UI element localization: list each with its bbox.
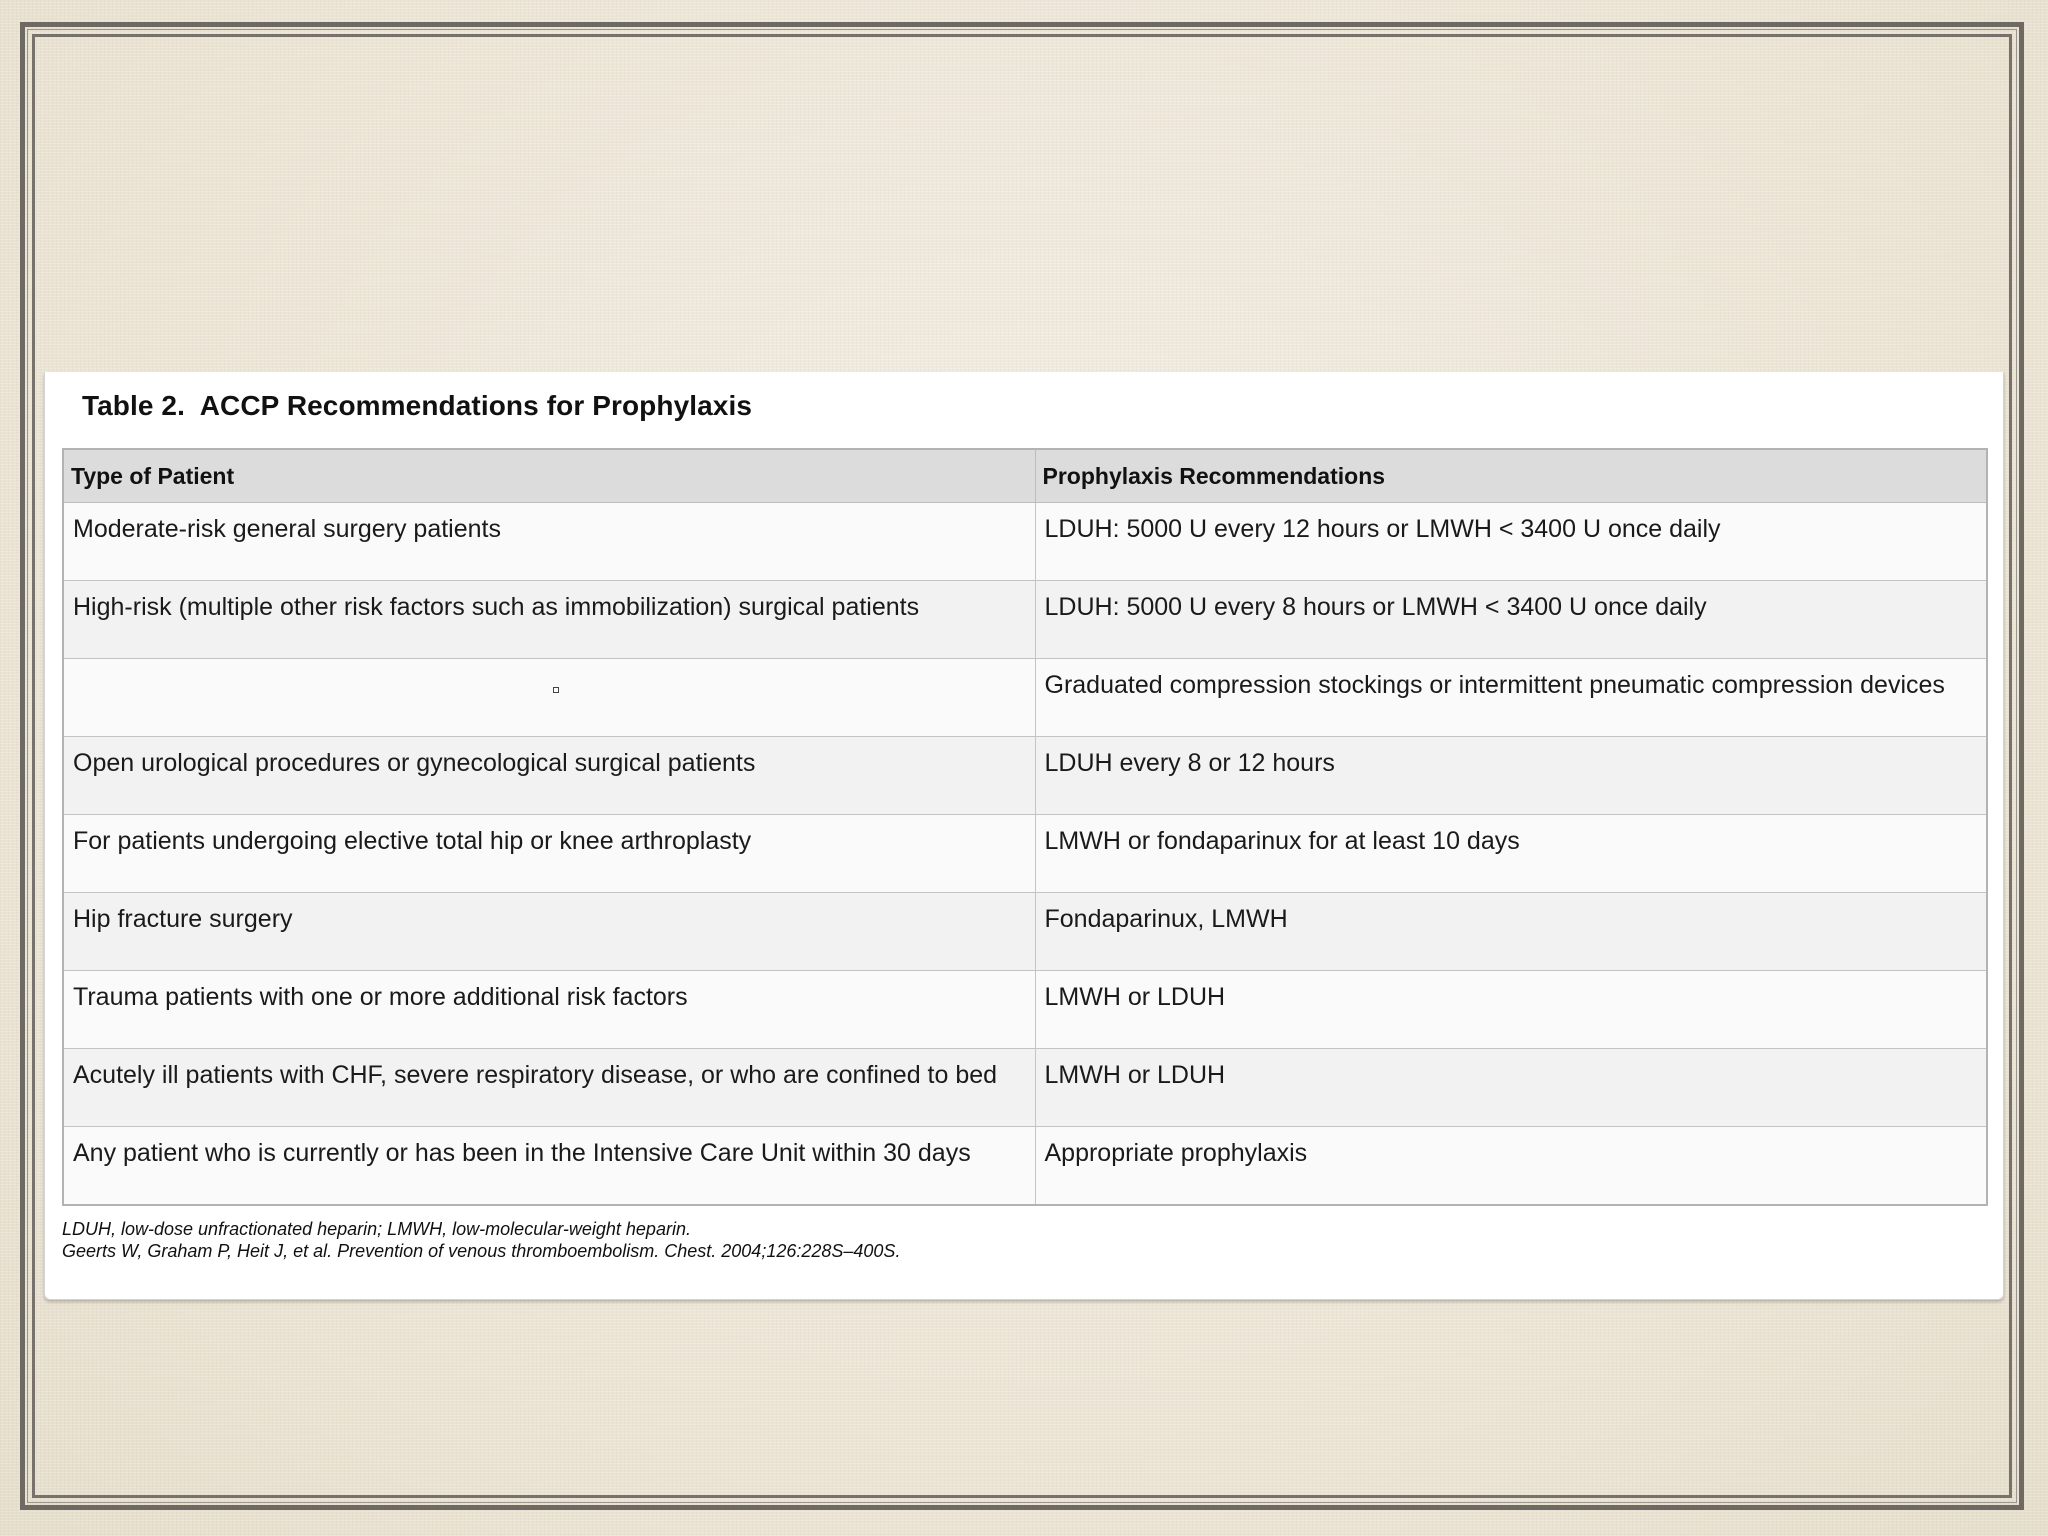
patient-type-cell-empty bbox=[63, 659, 1035, 737]
recommendation-cell: LDUH: 5000 U every 8 hours or LMWH < 3400 U once daily bbox=[1035, 581, 1987, 659]
table-header-row bbox=[63, 449, 1987, 503]
patient-type-cell: Open urological procedures or gynecological surgical patients bbox=[63, 737, 1035, 815]
table-title: Table 2. ACCP Recommendations for Prophylaxis bbox=[82, 390, 753, 421]
column-header-patient-type: Type of Patient bbox=[63, 449, 1035, 503]
recommendation-cell: LMWH or LDUH bbox=[1035, 971, 1987, 1049]
recommendation-cell: Fondaparinux, LMWH bbox=[1035, 893, 1987, 971]
recommendations-table bbox=[62, 448, 1988, 1206]
footnote-abbreviations: LDUH, low-dose unfractionated heparin; LMWH, low-molecular-weight heparin. bbox=[62, 1219, 691, 1239]
table-row bbox=[63, 737, 1987, 815]
patient-type-cell: Moderate-risk general surgery patients bbox=[63, 503, 1035, 581]
footnote-citation: Geerts W, Graham P, Heit J, et al. Prevention of venous thromboembolism. Chest. 2004;126:228S–400S. bbox=[62, 1241, 901, 1261]
recommendation-cell: LMWH or fondaparinux for at least 10 days bbox=[1035, 815, 1987, 893]
recommendation-cell: Appropriate prophylaxis bbox=[1035, 1127, 1987, 1205]
recommendation-cell: LMWH or LDUH bbox=[1035, 1049, 1987, 1127]
patient-type-cell: For patients undergoing elective total hip or knee arthroplasty bbox=[63, 815, 1035, 893]
table-row bbox=[63, 1127, 1987, 1205]
small-square-icon bbox=[553, 687, 559, 693]
patient-type-cell: Hip fracture surgery bbox=[63, 893, 1035, 971]
patient-type-cell: Acutely ill patients with CHF, severe respiratory disease, or who are confined to bed bbox=[63, 1049, 1035, 1127]
table-row bbox=[63, 815, 1987, 893]
recommendation-cell: LDUH every 8 or 12 hours bbox=[1035, 737, 1987, 815]
patient-type-cell: High-risk (multiple other risk factors such as immobilization) surgical patients bbox=[63, 581, 1035, 659]
patient-type-cell: Trauma patients with one or more additional risk factors bbox=[63, 971, 1035, 1049]
table-row bbox=[63, 581, 1987, 659]
table-card bbox=[44, 372, 2004, 1300]
table-row bbox=[63, 503, 1987, 581]
recommendation-cell: Graduated compression stockings or intermittent pneumatic compression devices bbox=[1035, 659, 1987, 737]
table-footnotes bbox=[62, 1218, 900, 1262]
table-row bbox=[63, 971, 1987, 1049]
table-row bbox=[63, 659, 1987, 737]
table-row bbox=[63, 1049, 1987, 1127]
recommendation-cell: LDUH: 5000 U every 12 hours or LMWH < 3400 U once daily bbox=[1035, 503, 1987, 581]
patient-type-cell: Any patient who is currently or has been in the Intensive Care Unit within 30 days bbox=[63, 1127, 1035, 1205]
column-header-recommendations: Prophylaxis Recommendations bbox=[1035, 449, 1987, 503]
table-row bbox=[63, 893, 1987, 971]
